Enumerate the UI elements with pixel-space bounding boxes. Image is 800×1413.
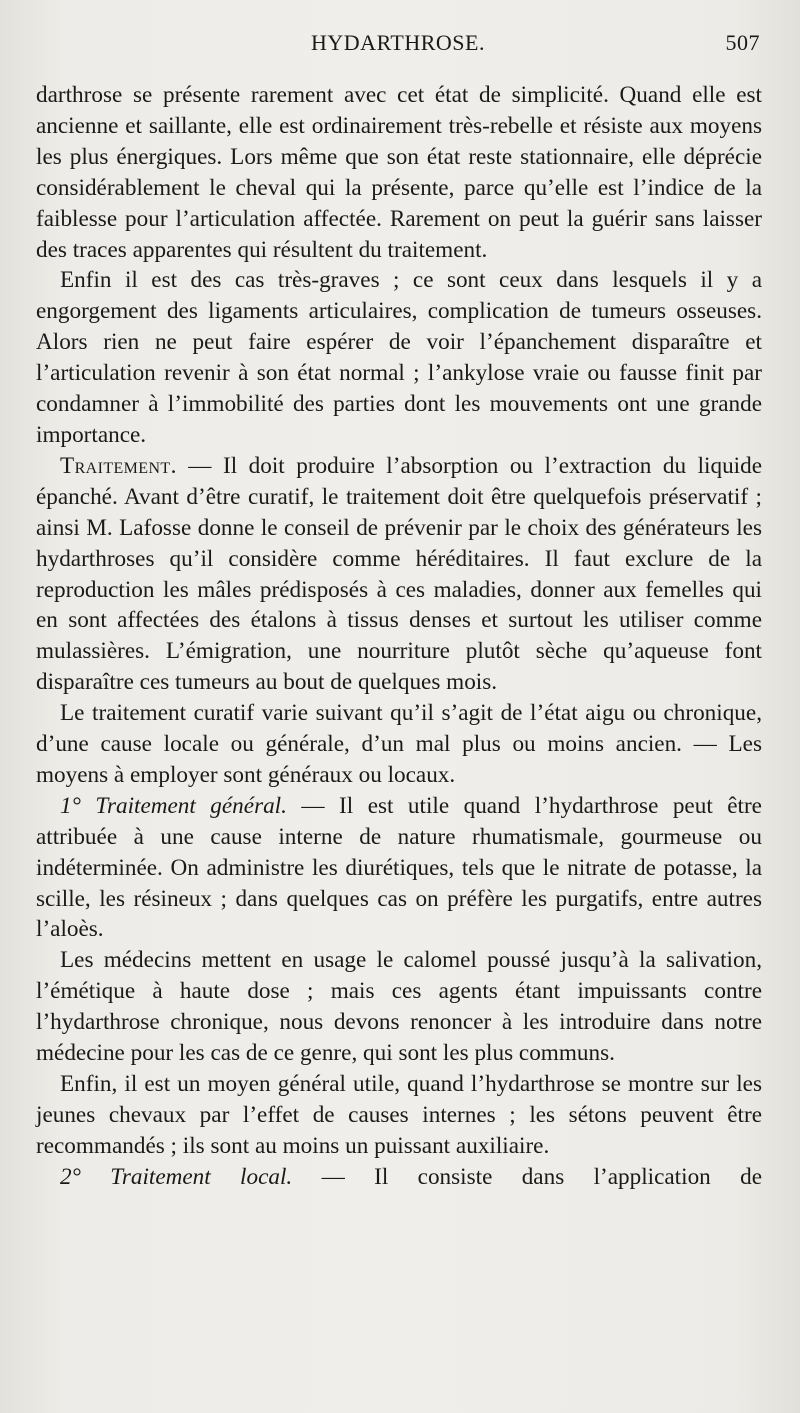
paragraph-text: — Il est utile quand l’hydarthrose peut être attribuée à une cause interne de nature rhumatismale, gourmeuse ou indéterminée. On administre les diurétiques, tels que le nitrate de potasse, la scille, les résineux ; dans quelques cas on préfère les purgatifs, entre autres l’aloès.	[36, 792, 762, 943]
paragraph-traitement	[36, 451, 762, 698]
paragraph-text: Les médecins mettent en usage le calomel poussé jusqu’à la salivation, l’émétique à haute dose ; mais ces agents étant impuissants contre l’hydarthrose chronique, nous devons renoncer à les introduire dans notre médecine pour les cas de ce genre, qui sont les plus communs.	[36, 947, 762, 1067]
paragraph-7	[36, 1069, 762, 1162]
section-heading-traitement: Traitement.	[60, 452, 177, 479]
paragraph-text: — Il consiste dans l’application de	[292, 1163, 762, 1190]
paragraph-text: Enfin, il est un moyen général utile, quand l’hydarthrose se montre sur les jeunes chevaux par l’effet de causes internes ; les sétons peuvent être recommandés ; ils sont au moins un puissant auxiliaire.	[36, 1071, 762, 1159]
paragraph-6	[36, 945, 762, 1069]
running-title: HYDARTHROSE.	[311, 30, 485, 55]
paragraph-text: darthrose se présente rarement avec cet état de simplicité. Quand elle est ancienne et saillante, elle est ordinairement très-rebelle et résiste aux moyens les plus énergiques. Lors même que son état reste stationnaire, elle déprécie considérablement le cheval qui la présente, parce qu’elle est l’indice de la faiblesse pour l’articulation affectée. Rarement on peut la guérir sans laisser des traces apparentes qui résultent du traitement.	[36, 82, 762, 263]
body-text	[36, 80, 762, 1193]
section-heading-traitement-general: 1° Traitement général.	[60, 792, 287, 819]
paragraph-text: Enfin il est des cas très-graves ; ce sont ceux dans lesquels il y a engorgement des ligaments articulaires, complication de tumeurs osseuses. Alors rien ne peut faire espérer de voir l’épanchement disparaître et l’articulation revenir à son état normal ; l’ankylose vraie ou fausse finit par condamner à l’immobilité des parties dont les mouvements ont une grande importance.	[36, 267, 762, 448]
page-header	[36, 30, 760, 64]
paragraph-text: Le traitement curatif varie suivant qu’il s’agit de l’état aigu ou chronique, d’une cause locale ou générale, d’un mal plus ou moins ancien. — Les moyens à employer sont généraux ou locaux.	[36, 700, 762, 788]
paragraph-text: — Il doit produire l’absorption ou l’extraction du liquide épanché. Avant d’être curatif, le traitement doit être quelquefois préservatif ; ainsi M. Lafosse donne le conseil de prévenir par le choix des générateurs les hydarthroses qu’il considère comme héréditaires. Il faut exclure de la reproduction les mâles prédisposés à ces maladies, donner aux femelles qui en sont affectées des étalons à tissus denses et surtout les utiliser comme mulassières. L’émigration, une nourriture plutôt sèche qu’aqueuse font disparaître ces tumeurs au bout de quelques mois.	[36, 452, 762, 696]
page-number: 507	[725, 30, 760, 55]
paragraph-traitement-local	[36, 1162, 762, 1193]
paragraph-2	[36, 265, 762, 450]
paragraph-traitement-general	[36, 791, 762, 946]
paragraph-4	[36, 698, 762, 791]
paragraph-1	[36, 80, 762, 265]
section-heading-traitement-local: 2° Traitement local.	[60, 1163, 293, 1190]
